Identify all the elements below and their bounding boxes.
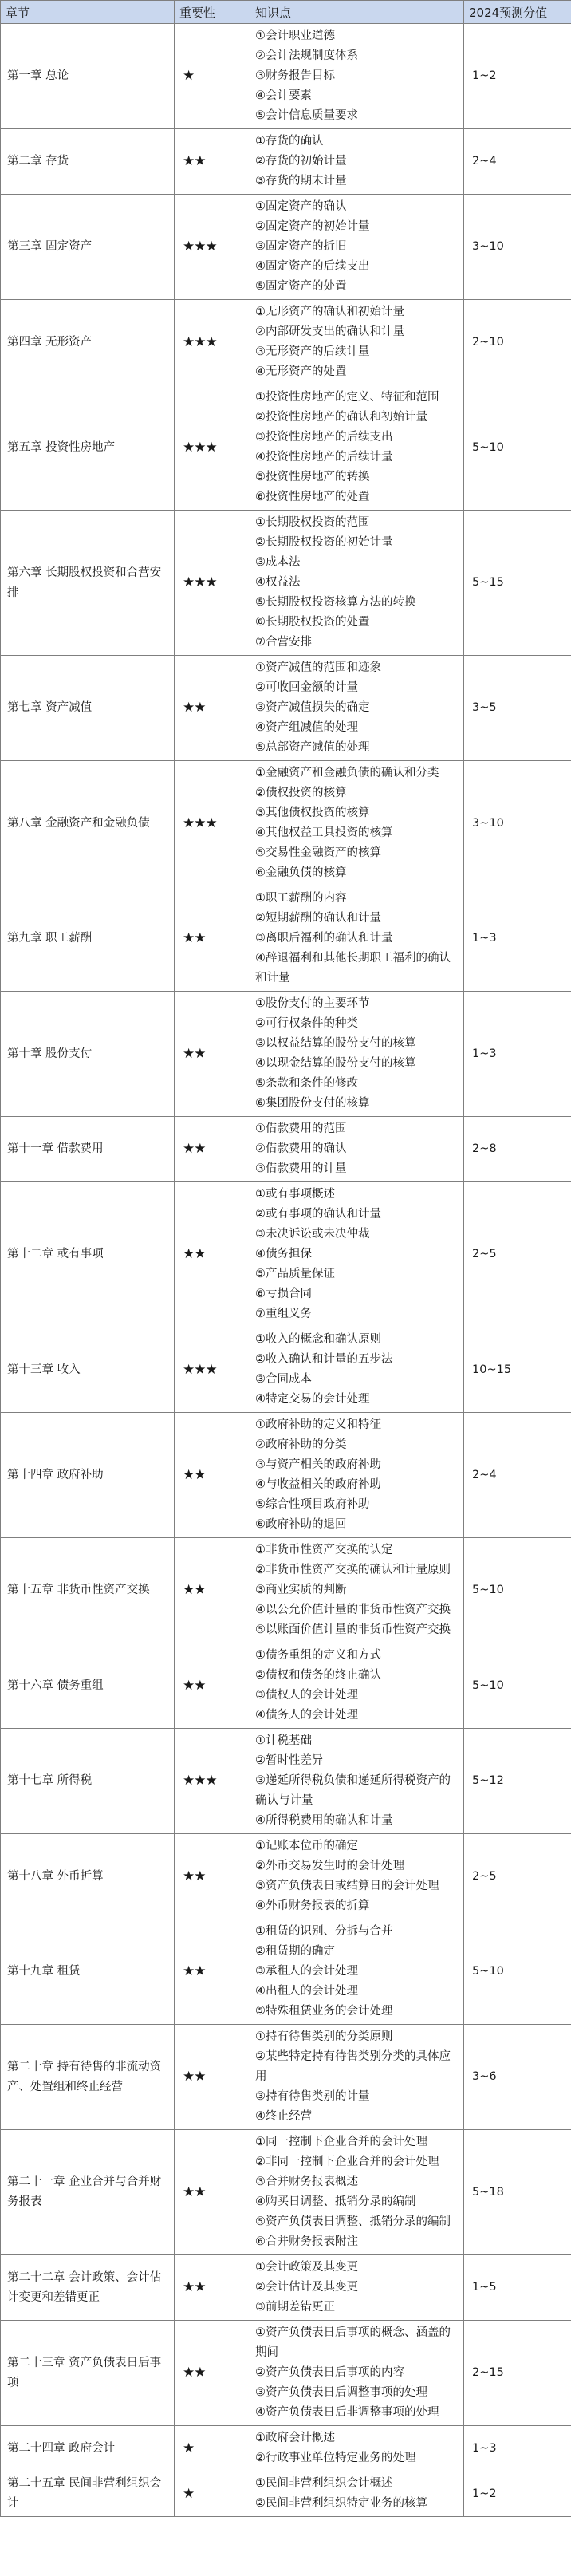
knowledge-point: ①租赁的识别、分拆与合并 <box>255 1925 393 1938</box>
knowledge-point: ①长期股权投资的范围 <box>255 516 370 529</box>
predicted-score: 5~10 <box>464 1643 571 1729</box>
importance-stars: ★★ <box>175 1538 250 1643</box>
predicted-score: 3~6 <box>464 2025 571 2130</box>
knowledge-point: ②资产负债表日后事项的内容 <box>255 2366 404 2379</box>
knowledge-point: ⑤产品质量保证 <box>255 1268 335 1280</box>
knowledge-point: ②债权和债务的终止确认 <box>255 1669 381 1682</box>
knowledge-point: ④以现金结算的股份支付的核算 <box>255 1057 416 1070</box>
knowledge-points-cell <box>250 1834 464 1919</box>
predicted-score: 5~15 <box>464 511 571 656</box>
knowledge-point: ②会计法规制度体系 <box>255 49 358 62</box>
knowledge-point: ②收入确认和计量的五步法 <box>255 1353 393 1366</box>
predicted-score: 1~5 <box>464 2255 571 2321</box>
knowledge-point: ④资产负债表日后非调整事项的处理 <box>255 2406 439 2419</box>
knowledge-point: ②债权投资的核算 <box>255 787 347 799</box>
header-importance: 重要性 <box>175 1 250 24</box>
knowledge-point: ②可收回金额的计量 <box>255 681 358 694</box>
importance-stars: ★★★ <box>175 300 250 385</box>
chapter-cell: 第二十五章 民间非营利组织会计 <box>1 2471 175 2517</box>
importance-stars: ★★★ <box>175 1729 250 1834</box>
table-row <box>1 656 571 761</box>
knowledge-point: ①收入的概念和确认原则 <box>255 1333 381 1346</box>
knowledge-point: ③财务报告目标 <box>255 69 335 82</box>
knowledge-point: ①同一控制下企业合并的会计处理 <box>255 2136 427 2148</box>
importance-stars: ★★ <box>175 886 250 992</box>
importance-stars: ★★ <box>175 1413 250 1538</box>
table-body <box>1 24 571 2517</box>
knowledge-point: ①职工薪酬的内容 <box>255 892 347 905</box>
importance-stars: ★★ <box>175 1919 250 2025</box>
table-row <box>1 2025 571 2130</box>
knowledge-point: ⑤总部资产减值的处理 <box>255 741 370 754</box>
predicted-score: 1~3 <box>464 992 571 1117</box>
knowledge-points-cell <box>250 992 464 1117</box>
knowledge-points-cell <box>250 2321 464 2426</box>
knowledge-points-cell <box>250 129 464 195</box>
chapter-cell: 第二十二章 会计政策、会计估计变更和差错更正 <box>1 2255 175 2321</box>
table-row <box>1 300 571 385</box>
knowledge-point: ②短期薪酬的确认和计量 <box>255 912 381 925</box>
importance-stars: ★★ <box>175 1117 250 1182</box>
knowledge-point: ③债权人的会计处理 <box>255 1689 358 1702</box>
knowledge-point: ⑥金融负债的核算 <box>255 866 347 879</box>
predicted-score: 5~12 <box>464 1729 571 1834</box>
knowledge-point: ③承租人的会计处理 <box>255 1965 358 1978</box>
header-score: 2024预测分值 <box>464 1 571 24</box>
knowledge-point: ③无形资产的后续计量 <box>255 345 370 358</box>
table-row <box>1 761 571 886</box>
knowledge-points-cell <box>250 1327 464 1413</box>
importance-stars: ★★ <box>175 2255 250 2321</box>
knowledge-point: ②会计估计及其变更 <box>255 2281 358 2294</box>
table-row <box>1 129 571 195</box>
knowledge-point: ④购买日调整、抵销分录的编制 <box>255 2195 416 2208</box>
knowledge-point: ③以权益结算的股份支付的核算 <box>255 1037 416 1050</box>
knowledge-point: ②可行权条件的种类 <box>255 1017 358 1030</box>
knowledge-point: ②行政事业单位特定业务的处理 <box>255 2452 416 2464</box>
knowledge-points-cell <box>250 1413 464 1538</box>
knowledge-point: ①金融资产和金融负债的确认和分类 <box>255 767 439 779</box>
table-header-row <box>1 1 571 24</box>
knowledge-point: ④投资性房地产的后续计量 <box>255 451 393 464</box>
knowledge-point: ⑦合营安排 <box>255 636 312 649</box>
importance-stars: ★★★ <box>175 761 250 886</box>
importance-stars: ★ <box>175 24 250 129</box>
knowledge-point: ①会计职业道德 <box>255 30 335 42</box>
knowledge-point: ⑤固定资产的处置 <box>255 280 347 293</box>
chapter-cell: 第九章 职工薪酬 <box>1 886 175 992</box>
chapter-cell: 第十四章 政府补助 <box>1 1413 175 1538</box>
importance-stars: ★★ <box>175 2025 250 2130</box>
knowledge-point: ①股份支付的主要环节 <box>255 997 370 1010</box>
knowledge-point: ⑤交易性金融资产的核算 <box>255 846 381 859</box>
table-row <box>1 1413 571 1538</box>
chapter-cell: 第十八章 外币折算 <box>1 1834 175 1919</box>
importance-stars: ★★★ <box>175 385 250 511</box>
knowledge-point: ②内部研发支出的确认和计量 <box>255 325 404 338</box>
table-row <box>1 2321 571 2426</box>
table-row <box>1 992 571 1117</box>
knowledge-point: ①记账本位币的确定 <box>255 1840 358 1852</box>
predicted-score: 2~5 <box>464 1834 571 1919</box>
table-row <box>1 1327 571 1413</box>
knowledge-point: ③离职后福利的确认和计量 <box>255 932 393 945</box>
knowledge-point: ②或有事项的确认和计量 <box>255 1208 381 1221</box>
knowledge-points-cell <box>250 761 464 886</box>
knowledge-point: ①或有事项概述 <box>255 1188 335 1201</box>
table-row <box>1 2471 571 2517</box>
chapter-cell: 第六章 长期股权投资和合营安排 <box>1 511 175 656</box>
knowledge-points-cell <box>250 195 464 300</box>
knowledge-points-cell <box>250 1919 464 2025</box>
knowledge-point: ③固定资产的折旧 <box>255 240 347 253</box>
knowledge-point: ②存货的初始计量 <box>255 155 347 168</box>
predicted-score: 3~5 <box>464 656 571 761</box>
predicted-score: 2~10 <box>464 300 571 385</box>
importance-stars: ★★ <box>175 1182 250 1327</box>
knowledge-points-cell <box>250 2426 464 2471</box>
knowledge-point: ①投资性房地产的定义、特征和范围 <box>255 391 439 404</box>
knowledge-point: ④权益法 <box>255 576 301 589</box>
header-points: 知识点 <box>250 1 464 24</box>
knowledge-point: ③投资性房地产的后续支出 <box>255 431 393 444</box>
predicted-score: 5~10 <box>464 1919 571 2025</box>
knowledge-point: ③合同成本 <box>255 1373 312 1386</box>
knowledge-point: ②租赁期的确定 <box>255 1945 335 1958</box>
knowledge-point: ③借款费用的计量 <box>255 1162 347 1175</box>
chapter-cell: 第七章 资产减值 <box>1 656 175 761</box>
predicted-score: 1~3 <box>464 886 571 992</box>
table-row <box>1 2426 571 2471</box>
predicted-score: 2~15 <box>464 2321 571 2426</box>
knowledge-point: ①持有待售类别的分类原则 <box>255 2030 393 2043</box>
knowledge-point: ②民间非营利组织特定业务的核算 <box>255 2497 427 2510</box>
knowledge-point: ①资产减值的范围和迹象 <box>255 661 381 674</box>
predicted-score: 2~4 <box>464 1413 571 1538</box>
knowledge-point: ⑤投资性房地产的转换 <box>255 471 370 483</box>
knowledge-point: ②非货币性资产交换的确认和计量原则 <box>255 1564 451 1576</box>
knowledge-point: ⑥集团股份支付的核算 <box>255 1097 370 1110</box>
knowledge-point: ⑥长期股权投资的处置 <box>255 616 370 629</box>
knowledge-points-cell <box>250 1643 464 1729</box>
chapter-cell: 第十章 股份支付 <box>1 992 175 1117</box>
chapter-cell: 第二十四章 政府会计 <box>1 2426 175 2471</box>
chapter-cell: 第十二章 或有事项 <box>1 1182 175 1327</box>
chapter-cell: 第一章 总论 <box>1 24 175 129</box>
knowledge-point: ②借款费用的确认 <box>255 1142 347 1155</box>
predicted-score: 5~10 <box>464 1538 571 1643</box>
chapter-cell: 第十六章 债务重组 <box>1 1643 175 1729</box>
predicted-score: 1~3 <box>464 2426 571 2471</box>
knowledge-points-cell <box>250 1182 464 1327</box>
chapter-cell: 第十一章 借款费用 <box>1 1117 175 1182</box>
knowledge-point: ①债务重组的定义和方式 <box>255 1649 381 1662</box>
knowledge-point: ④其他权益工具投资的核算 <box>255 826 393 839</box>
predicted-score: 10~15 <box>464 1327 571 1413</box>
knowledge-point: ③资产减值损失的确定 <box>255 701 370 714</box>
knowledge-point: ⑥合并财务报表附注 <box>255 2235 358 2248</box>
knowledge-point: ①无形资产的确认和初始计量 <box>255 306 404 318</box>
knowledge-point: ⑤会计信息质量要求 <box>255 109 358 122</box>
knowledge-point: ④与收益相关的政府补助 <box>255 1478 381 1491</box>
chapter-cell: 第十七章 所得税 <box>1 1729 175 1834</box>
chapter-cell: 第二十一章 企业合并与合并财务报表 <box>1 2130 175 2255</box>
table-row <box>1 1834 571 1919</box>
importance-stars: ★★ <box>175 129 250 195</box>
predicted-score: 2~5 <box>464 1182 571 1327</box>
knowledge-point: ⑤长期股权投资核算方法的转换 <box>255 596 416 609</box>
importance-stars: ★★ <box>175 992 250 1117</box>
predicted-score: 3~10 <box>464 195 571 300</box>
predicted-score: 5~18 <box>464 2130 571 2255</box>
table-row <box>1 24 571 129</box>
predicted-score: 2~4 <box>464 129 571 195</box>
predicted-score: 2~8 <box>464 1117 571 1182</box>
knowledge-point: ⑥亏损合同 <box>255 1288 312 1300</box>
knowledge-points-cell <box>250 656 464 761</box>
knowledge-point: ④债务担保 <box>255 1248 312 1260</box>
knowledge-point: ⑤以账面价值计量的非货币性资产交换 <box>255 1623 451 1636</box>
knowledge-point: ④会计要素 <box>255 89 312 102</box>
knowledge-point: ①政府补助的定义和特征 <box>255 1418 381 1431</box>
knowledge-point: ④辞退福利和其他长期职工福利的确认和计量 <box>255 952 451 984</box>
knowledge-point: ①民间非营利组织会计概述 <box>255 2477 393 2490</box>
importance-stars: ★★ <box>175 1834 250 1919</box>
chapter-cell: 第十三章 收入 <box>1 1327 175 1413</box>
knowledge-point: ④特定交易的会计处理 <box>255 1393 370 1406</box>
importance-stars: ★★ <box>175 1643 250 1729</box>
knowledge-point: ④固定资产的后续支出 <box>255 260 370 273</box>
knowledge-point: ③持有待售类别的计量 <box>255 2090 370 2103</box>
predicted-score: 5~10 <box>464 385 571 511</box>
knowledge-point: ①固定资产的确认 <box>255 200 347 213</box>
knowledge-point: ③存货的期末计量 <box>255 175 347 187</box>
knowledge-point: ④所得税费用的确认和计量 <box>255 1814 393 1827</box>
knowledge-point: ③递延所得税负债和递延所得税资产的确认与计量 <box>255 1774 451 1807</box>
knowledge-point: ①计税基础 <box>255 1734 312 1747</box>
predicted-score: 3~10 <box>464 761 571 886</box>
table-row <box>1 1117 571 1182</box>
knowledge-point: ①借款费用的范围 <box>255 1122 347 1135</box>
table-row <box>1 385 571 511</box>
knowledge-points-cell <box>250 511 464 656</box>
knowledge-points-cell <box>250 1538 464 1643</box>
knowledge-point: ③成本法 <box>255 556 301 569</box>
knowledge-point: ③其他债权投资的核算 <box>255 807 370 819</box>
table-row <box>1 2255 571 2321</box>
knowledge-point: ⑥投资性房地产的处置 <box>255 491 370 503</box>
chapter-cell: 第十九章 租赁 <box>1 1919 175 2025</box>
knowledge-point: ②暂时性差异 <box>255 1754 324 1767</box>
table-row <box>1 511 571 656</box>
knowledge-points-cell <box>250 886 464 992</box>
knowledge-points-cell <box>250 1117 464 1182</box>
chapter-cell: 第二十三章 资产负债表日后事项 <box>1 2321 175 2426</box>
knowledge-points-cell <box>250 2255 464 2321</box>
knowledge-point: ③商业实质的判断 <box>255 1584 347 1596</box>
knowledge-point: ③未决诉讼或未决仲裁 <box>255 1228 370 1241</box>
knowledge-points-cell <box>250 2471 464 2517</box>
knowledge-point: ①存货的确认 <box>255 135 324 148</box>
table-row <box>1 1919 571 2025</box>
importance-stars: ★ <box>175 2426 250 2471</box>
knowledge-point: ③与资产相关的政府补助 <box>255 1458 381 1471</box>
predicted-score: 1~2 <box>464 2471 571 2517</box>
importance-stars: ★★★ <box>175 511 250 656</box>
table-row <box>1 195 571 300</box>
knowledge-point: ②外币交易发生时的会计处理 <box>255 1860 404 1872</box>
knowledge-point: ②非同一控制下企业合并的会计处理 <box>255 2156 439 2168</box>
knowledge-point: ⑥政府补助的退回 <box>255 1518 347 1531</box>
importance-stars: ★ <box>175 2471 250 2517</box>
knowledge-points-cell <box>250 385 464 511</box>
knowledge-point: ①非货币性资产交换的认定 <box>255 1544 393 1556</box>
knowledge-point: ②某些特定持有待售类别分类的具体应用 <box>255 2050 451 2083</box>
knowledge-point: ③资产负债表日后调整事项的处理 <box>255 2386 427 2399</box>
knowledge-point: ③合并财务报表概述 <box>255 2176 358 2188</box>
importance-stars: ★★ <box>175 656 250 761</box>
knowledge-point: ④外币财务报表的折算 <box>255 1899 370 1912</box>
knowledge-point: ④出租人的会计处理 <box>255 1985 358 1998</box>
chapter-cell: 第四章 无形资产 <box>1 300 175 385</box>
knowledge-point: ②长期股权投资的初始计量 <box>255 536 393 549</box>
table-row <box>1 886 571 992</box>
knowledge-points-cell <box>250 300 464 385</box>
knowledge-point: ②固定资产的初始计量 <box>255 220 370 233</box>
chapter-cell: 第八章 金融资产和金融负债 <box>1 761 175 886</box>
knowledge-points-cell <box>250 2025 464 2130</box>
knowledge-point: ④无形资产的处置 <box>255 365 347 378</box>
knowledge-point: ④资产组减值的处理 <box>255 721 358 734</box>
knowledge-points-cell <box>250 2130 464 2255</box>
chapter-cell: 第二章 存货 <box>1 129 175 195</box>
knowledge-point: ⑤特殊租赁业务的会计处理 <box>255 2005 393 2018</box>
table-row <box>1 2130 571 2255</box>
chapter-cell: 第三章 固定资产 <box>1 195 175 300</box>
knowledge-point: ①资产负债表日后事项的概念、涵盖的期间 <box>255 2326 451 2359</box>
knowledge-point: ④债务人的会计处理 <box>255 1709 358 1722</box>
knowledge-point: ②投资性房地产的确认和初始计量 <box>255 411 427 424</box>
chapter-cell: 第二十章 持有待售的非流动资产、处置组和终止经营 <box>1 2025 175 2130</box>
knowledge-point: ③前期差错更正 <box>255 2301 335 2314</box>
table-row <box>1 1729 571 1834</box>
knowledge-points-cell <box>250 1729 464 1834</box>
knowledge-point: ①会计政策及其变更 <box>255 2261 358 2274</box>
knowledge-point: ⑦重组义务 <box>255 1308 312 1320</box>
knowledge-point: ④终止经营 <box>255 2110 312 2123</box>
table-row <box>1 1643 571 1729</box>
predicted-score: 1~2 <box>464 24 571 129</box>
knowledge-point: ③资产负债表日或结算日的会计处理 <box>255 1880 439 1892</box>
knowledge-point: ⑤资产负债表日调整、抵销分录的编制 <box>255 2215 451 2228</box>
importance-stars: ★★ <box>175 2321 250 2426</box>
knowledge-point: ②政府补助的分类 <box>255 1438 347 1451</box>
knowledge-points-cell <box>250 24 464 129</box>
knowledge-point: ⑤综合性项目政府补助 <box>255 1498 370 1511</box>
importance-stars: ★★★ <box>175 195 250 300</box>
chapter-cell: 第五章 投资性房地产 <box>1 385 175 511</box>
chapter-cell: 第十五章 非货币性资产交换 <box>1 1538 175 1643</box>
knowledge-point: ⑤条款和条件的修改 <box>255 1077 358 1090</box>
table-row <box>1 1182 571 1327</box>
knowledge-point: ④以公允价值计量的非货币性资产交换 <box>255 1604 451 1616</box>
importance-stars: ★★ <box>175 2130 250 2255</box>
table-row <box>1 1538 571 1643</box>
header-chapter: 章节 <box>1 1 175 24</box>
knowledge-point: ①政府会计概述 <box>255 2432 335 2444</box>
importance-stars: ★★★ <box>175 1327 250 1413</box>
